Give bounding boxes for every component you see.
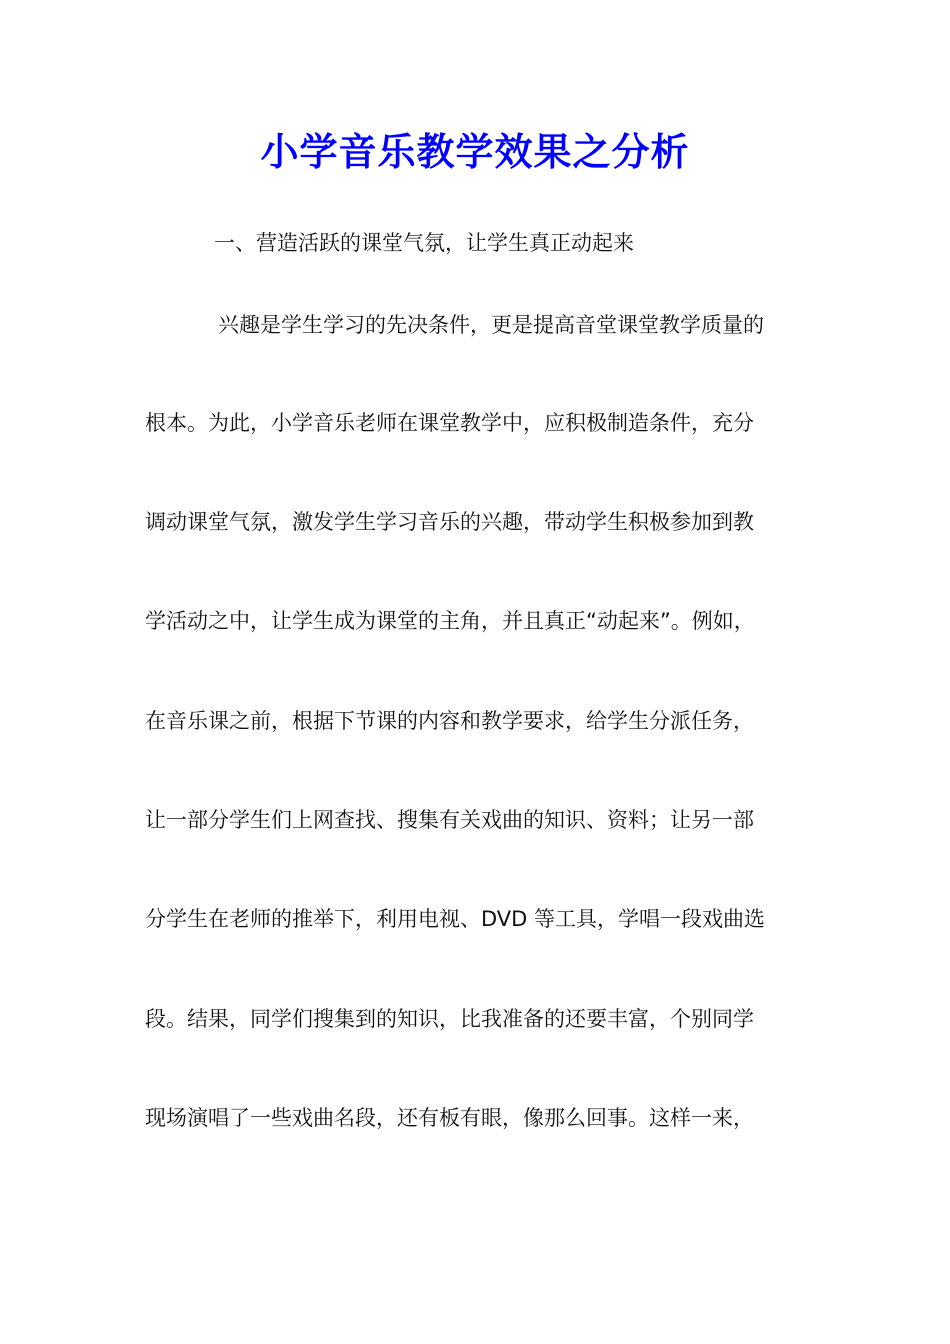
paragraph-line: 调动课堂气氛，激发学生学习音乐的兴趣，带动学生积极参加到教 [145,510,754,534]
paragraph-line: 在音乐课之前，根据下节课的内容和教学要求，给学生分派任务， [145,709,754,733]
paragraph-line: 根本。为此，小学音乐老师在课堂教学中，应积极制造条件，充分 [145,411,754,435]
paragraph-line: 段。结果，同学们搜集到的知识，比我准备的还要丰富，个别同学 [145,1007,754,1031]
paragraph-line: 让一部分学生们上网查找、搜集有关戏曲的知识、资料；让另一部 [145,808,754,832]
document-title: 小学音乐教学效果之分析 [260,129,690,174]
paragraph-line: 兴趣是学生学习的先决条件，更是提高音堂课堂教学质量的 [218,313,764,337]
paragraph-line: 分学生在老师的推举下，利用电视、DVD 等工具，学唱一段戏曲选 [145,907,766,931]
section-heading: 一、营造活跃的课堂气氛，让学生真正动起来 [214,231,634,255]
paragraph-line: 学活动之中，让学生成为课堂的主角，并且真正“动起来”。例如， [145,609,755,633]
paragraph-line: 现场演唱了一些戏曲名段，还有板有眼，像那么回事。这样一来， [145,1106,754,1130]
